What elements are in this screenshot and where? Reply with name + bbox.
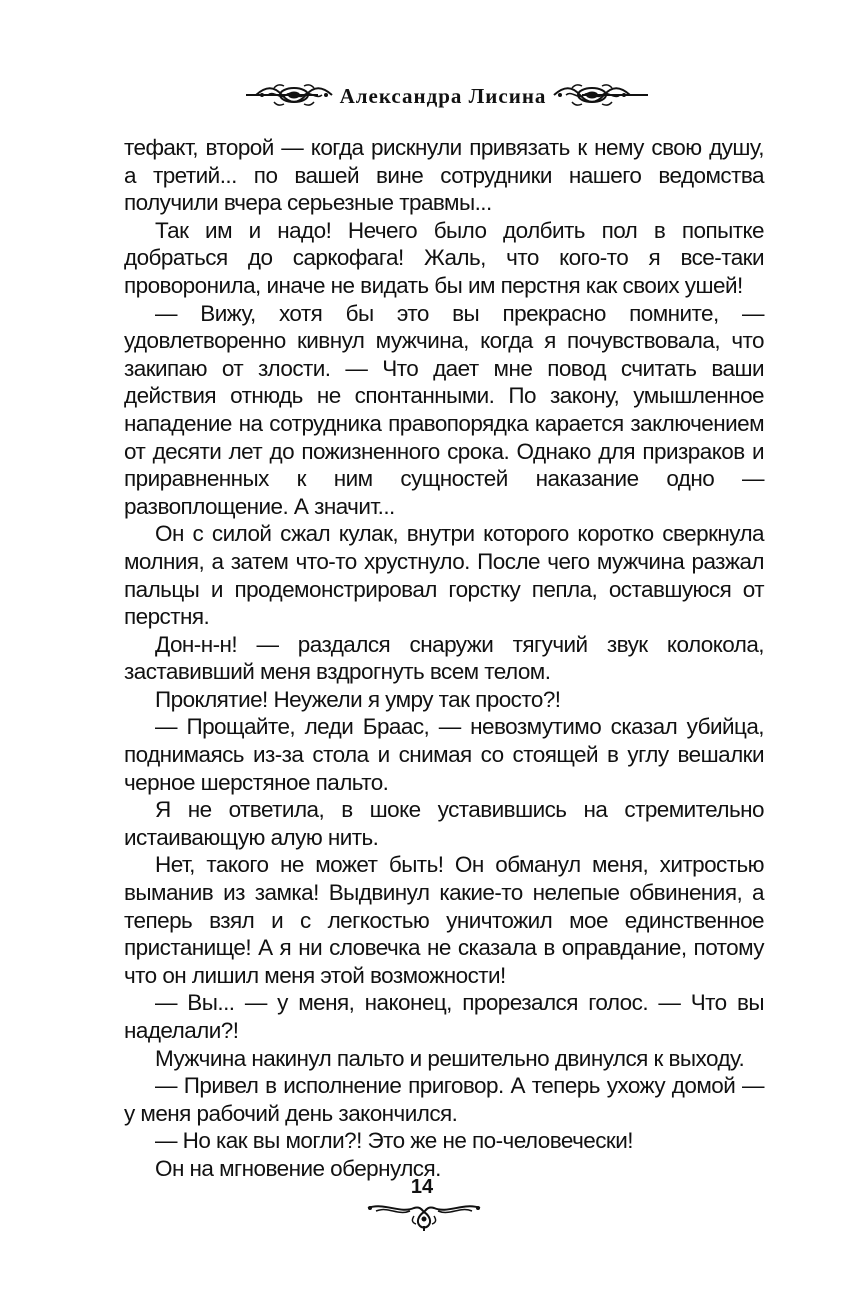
flourish-left-icon (254, 80, 334, 110)
paragraph: Мужчина накинул пальто и решительно двинулся к выходу. (155, 1045, 745, 1071)
paragraph: — Вы... — у меня, наконец, прорезался голос. — Что вы наделали?! (124, 990, 764, 1043)
author-name: Александра Лисина (339, 84, 547, 108)
paragraph: Проклятие! Неужели я умру так просто?! (155, 686, 561, 712)
paragraph: Дон-н-н! — раздался снаружи тягучий звук колокола, заставивший меня вздрогнуть всем телом. (124, 631, 764, 685)
paragraph: тефакт, второй — когда рискнули привязать к нему свою душу, а третий... по вашей вине сотрудники нашего ведомства получили вчера серьезные травмы... (124, 135, 764, 216)
paragraph: Он с силой сжал кулак, внутри которого коротко сверкнула молния, а затем что-то хрустнуло. После чего мужчина разжал пальцы и продемонстрировал горстку пепла, оставшуюся от перстня. (124, 521, 764, 630)
paragraph: Он на мгновение обернулся. (155, 1155, 441, 1181)
footer-flourish-icon (364, 1198, 484, 1232)
page-text (124, 134, 764, 1183)
paragraph: Так им и надо! Нечего было долбить пол в попытке добраться до саркофага! Жаль, что кого-то я все-таки проворонила, иначе не видать бы им перстня как своих ушей! (124, 217, 764, 298)
paragraph: Я не ответила, в шоке уставившись на стремительно истаивающую алую нить. (124, 797, 764, 850)
paragraph: — Привел в исполнение приговор. А теперь ухожу домой — у меня рабочий день закончился. (124, 1073, 764, 1126)
page-number: 14 (410, 1176, 434, 1198)
paragraph: — Но как вы могли?! Это же не по-человечески! (155, 1128, 633, 1154)
running-header (0, 78, 844, 114)
header-rule-right (582, 94, 648, 96)
paragraph: — Прощайте, леди Браас, — невозмутимо сказал убийца, поднимаясь из-за стола и снимая со стоящей в углу вешалки черное шерстяное пальто. (124, 714, 764, 795)
paragraph: — Вижу, хотя бы это вы прекрасно помните, — удовлетворенно кивнул мужчина, когда я почувствовала, что закипаю от злости. — Что дает мне повод считать ваши действия отнюдь не спонтанными. По закону, умышленное нападение на сотрудника правопорядка карается заключением от десяти лет до пожизненного срока. Однако для призраков и приравненных к ним сущностей наказание одно — развоплощение. А значит... (124, 300, 764, 519)
paragraph: Нет, такого не может быть! Он обманул меня, хитростью выманив из замка! Выдвинул какие-то нелепые обвинения, а теперь взял и с легкостью уничтожил мое единственное пристанище! А я ни словечка не сказала в оправдание, потому что он лишил меня этой возможности! (124, 852, 764, 988)
